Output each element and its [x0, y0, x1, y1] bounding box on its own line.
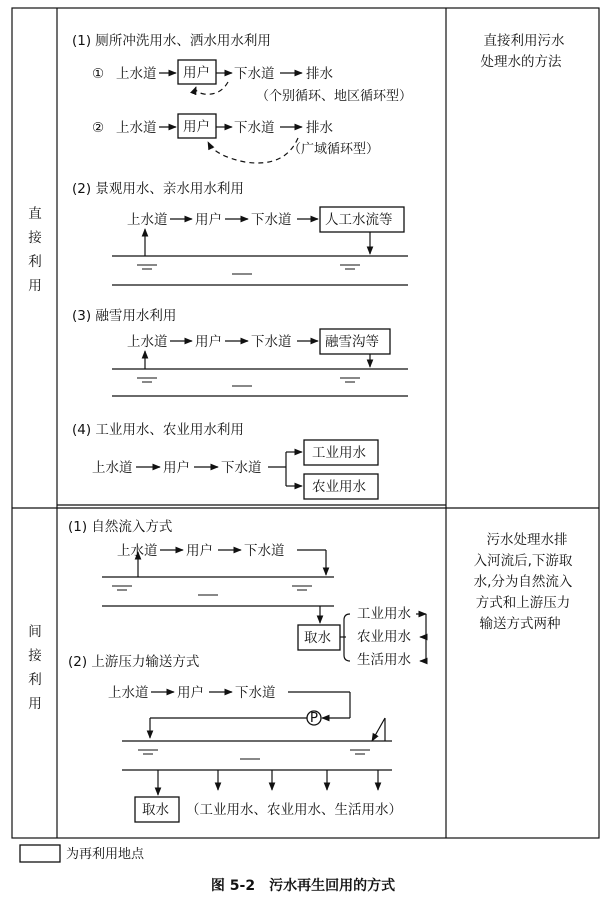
node-industrial: 工业用水 [312, 445, 366, 461]
node-sewer: 下水道 [234, 66, 275, 82]
node-agricultural: 农业用水 [312, 479, 366, 495]
uses-list: （工业用水、农业用水、生活用水） [186, 802, 402, 818]
node-agricultural: 农业用水 [357, 629, 411, 645]
section-snowmelt [72, 307, 408, 396]
legend [20, 845, 145, 862]
node-user: 用户 [183, 65, 210, 81]
row-label-direct-4: 用 [28, 278, 42, 294]
section-title: (1) 自然流入方式 [68, 519, 173, 535]
node-supply: 上水道 [108, 685, 149, 701]
section-title: (3) 融雪用水利用 [72, 308, 177, 324]
mode-2-note: （广域循环型） [288, 142, 380, 157]
note-indirect-line-3: 水,分为自然流入 [473, 574, 573, 590]
legend-label: 为再利用地点 [66, 847, 145, 862]
node-supply: 上水道 [117, 543, 158, 559]
node-user: 用户 [186, 543, 213, 559]
node-user: 用户 [163, 460, 190, 476]
mode-1-marker: ① [92, 66, 105, 82]
node-sewer: 下水道 [244, 543, 285, 559]
node-sewer: 下水道 [251, 334, 292, 350]
row-label-direct-3: 利 [28, 254, 42, 270]
row-label-indirect-2: 接 [28, 648, 42, 664]
row-label-indirect [28, 624, 42, 712]
section-toilet-flushing [72, 32, 412, 163]
node-supply: 上水道 [116, 120, 157, 136]
node-sewer: 下水道 [234, 120, 275, 136]
node-pump: P [309, 710, 319, 726]
node-user: 用户 [177, 685, 204, 701]
node-discharge: 排水 [306, 66, 333, 82]
node-user: 用户 [195, 334, 222, 350]
node-domestic: 生活用水 [357, 652, 411, 668]
note-indirect-line-4: 方式和上游压力 [475, 595, 571, 611]
node-industrial: 工业用水 [357, 606, 411, 622]
row-label-indirect-4: 用 [28, 696, 42, 712]
row-label-direct [28, 206, 42, 294]
node-supply: 上水道 [92, 460, 133, 476]
note-indirect [474, 531, 573, 632]
node-sewer: 下水道 [221, 460, 262, 476]
node-snow: 融雪沟等 [325, 334, 379, 350]
section-title: (4) 工业用水、农业用水利用 [72, 422, 244, 438]
legend-box-icon [20, 845, 60, 862]
section-landscape [72, 180, 408, 285]
node-user: 用户 [183, 119, 210, 135]
node-supply: 上水道 [127, 334, 168, 350]
node-user: 用户 [195, 212, 222, 228]
mode-1-note: （个别循环、地区循环型） [256, 89, 413, 104]
section-natural-inflow [68, 518, 426, 668]
note-indirect-line-2: 入河流后,下游取 [473, 553, 573, 569]
row-label-indirect-3: 利 [28, 672, 42, 688]
node-supply: 上水道 [127, 212, 168, 228]
note-direct-line-2: 处理水的方法 [480, 54, 562, 70]
section-industrial-agri [72, 421, 378, 499]
node-supply: 上水道 [116, 66, 157, 82]
node-sewer: 下水道 [235, 685, 276, 701]
note-indirect-line-5: 输送方式两种 [479, 616, 561, 632]
row-label-direct-1: 直 [28, 206, 42, 222]
wide-recycle-arrow [208, 138, 298, 163]
node-sewer: 下水道 [251, 212, 292, 228]
section-title: (1) 厕所冲洗用水、洒水用水利用 [72, 33, 271, 49]
node-artificial: 人工水流等 [325, 212, 393, 228]
node-intake: 取水 [304, 630, 331, 646]
node-intake: 取水 [142, 802, 169, 818]
row-label-indirect-1: 间 [28, 624, 42, 640]
node-discharge: 排水 [306, 120, 333, 136]
figure-caption: 图 5-2 污水再生回用的方式 [210, 878, 396, 894]
section-title: (2) 上游压力输送方式 [68, 654, 200, 670]
section-upstream-pressure [68, 653, 402, 822]
section-title: (2) 景观用水、亲水用水利用 [72, 181, 244, 197]
mode-2-marker: ② [92, 120, 105, 136]
row-label-direct-2: 接 [28, 230, 42, 246]
note-direct [481, 32, 565, 70]
note-direct-line-1: 直接利用污水 [483, 33, 565, 49]
note-indirect-line-1: 污水处理水排 [486, 532, 568, 548]
